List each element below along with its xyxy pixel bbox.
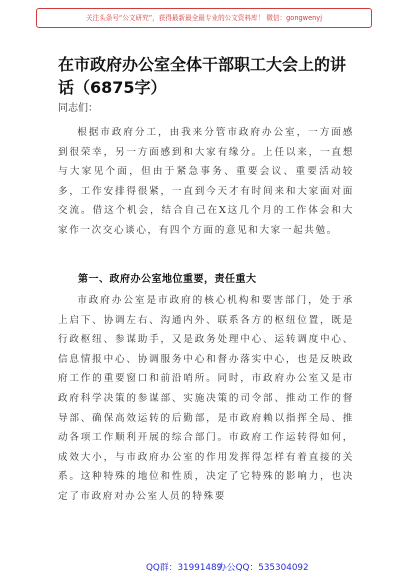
- header-banner: 关注头条号“公文研究”，获得最新最全最专业的公文资料库！ 微信：gongwenyj: [36, 8, 372, 28]
- footer-office-qq: 办公QQ：535304092: [218, 563, 309, 573]
- salutation: 同志们：: [58, 103, 98, 114]
- footer: [0, 560, 408, 576]
- footer-qq-group: QQ群：31991489: [146, 563, 223, 573]
- document-title: 在市政府办公室全体干部职工大会上的讲话（6875字）: [58, 55, 347, 97]
- paragraph-intro: 根据市政府分工，由我来分管市政府办公室，一方面感到很荣幸，另一方面感到和大家有缘分。上任以来，一直想与大家见个面，但由于紧急事务、重要会议、重要活动较多，工作安排得很紧，一直到今天才有时间来和大家面对面交流。借这个机会，结合自己在X这几个月的工作体会和大家作一次交心谈心，有四个方面的意见和大家一起共勉。: [58, 127, 354, 236]
- section-heading-1: 第一、政府办公室地位重要，责任重大: [78, 274, 257, 285]
- paragraph-section-1: 市政府办公室是市政府的核心机构和要害部门，处于承上启下、协调左右、沟通内外、联系各方的枢纽位置，既是行政枢纽、参谋助手，又是政务处理中心、运转调度中心、信息情报中心、协调服务中心和督办落实中心，也是反映政府工作的重要窗口和前沿哨所。同时，市政府办公室又是市政府科学决策的参谋部、实施决策的司令部、推动工作的督导部、确保高效运转的后勤部，是市政府赖以指挥全局、推动各项工作顺利开展的综合部门。市政府工作运转得如何，成效大小，与市政府办公室的作用发挥得怎样有着直接的关系。这种特殊的地位和性质，决定了它特殊的影响力，也决定了市政府对办公室人员的特殊要: [58, 295, 354, 502]
